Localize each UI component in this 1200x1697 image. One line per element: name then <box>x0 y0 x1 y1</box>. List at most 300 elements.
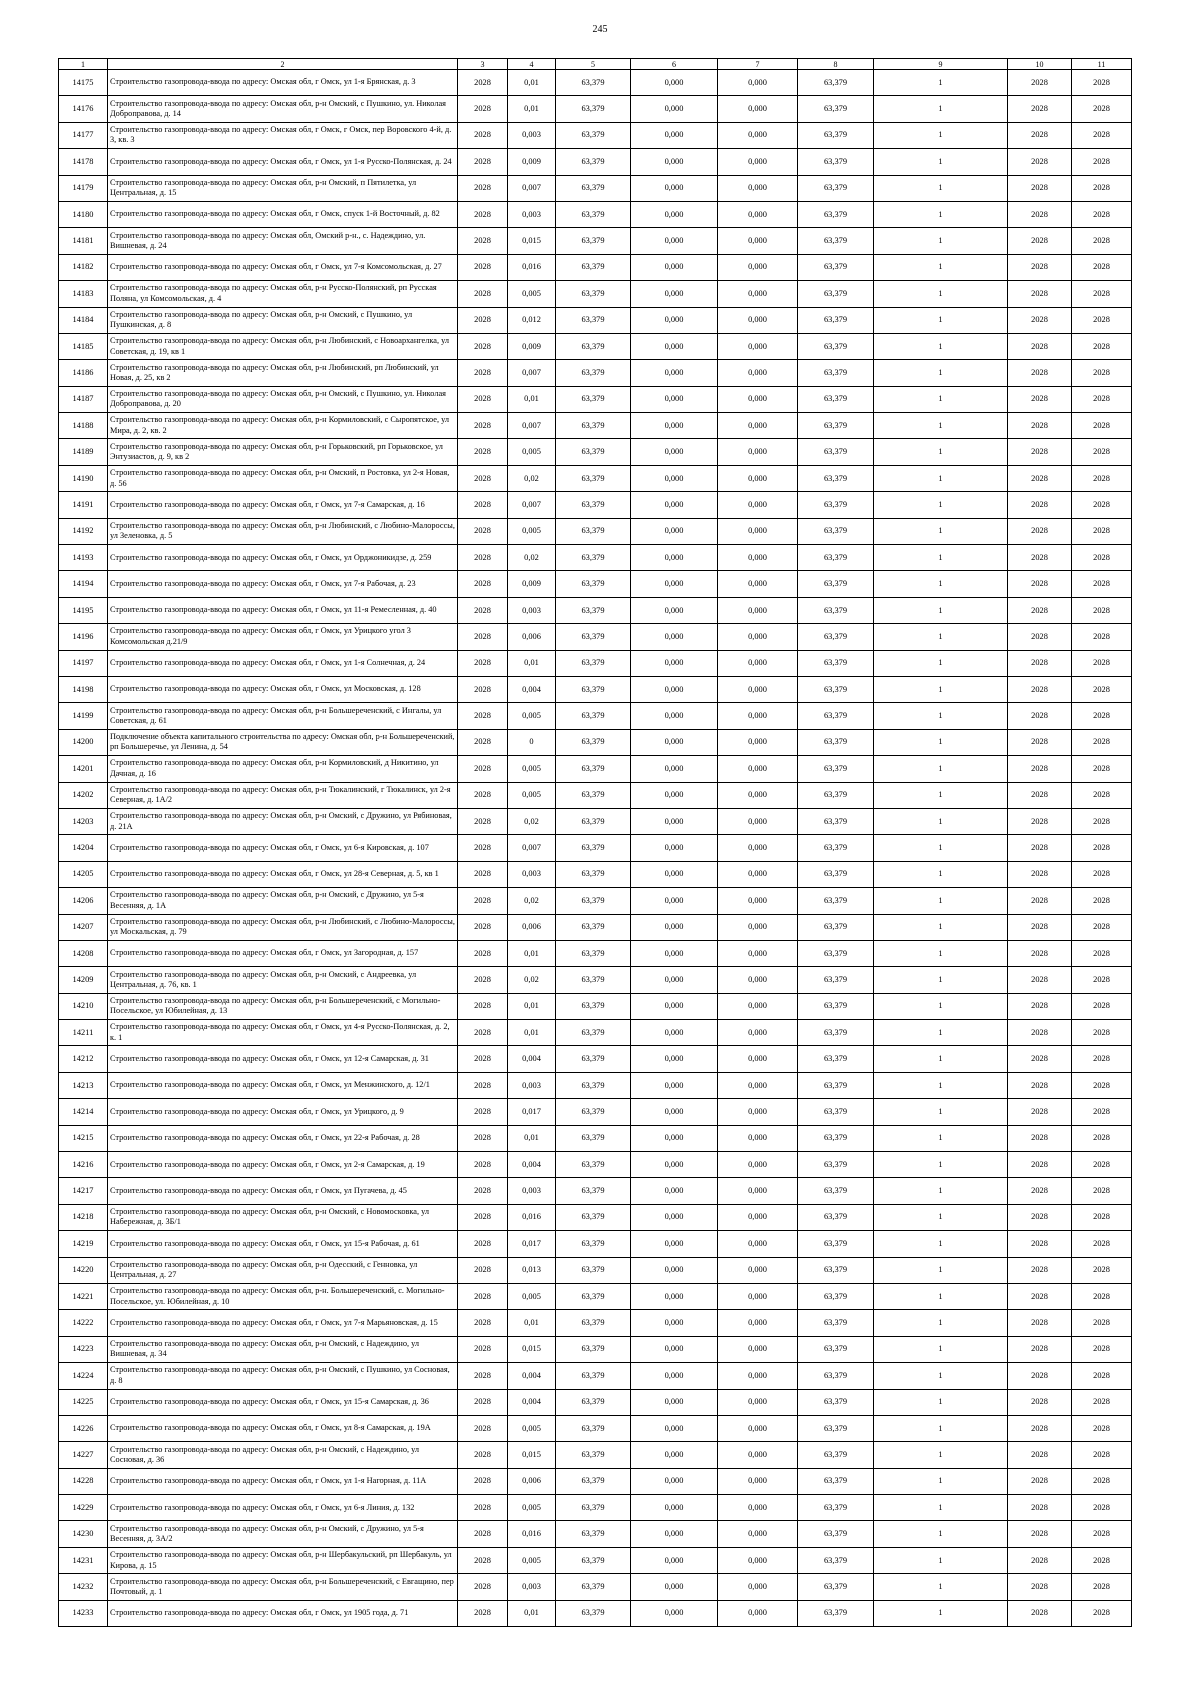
end-year-cell: 2028 <box>1072 1415 1132 1441</box>
start-year-cell: 2028 <box>1008 1178 1072 1204</box>
description-cell: Строительство газопровода-ввода по адресу: Омская обл, р-н Большереченский, с Евгащино, пер Почтовый, д. 1 <box>108 1574 458 1600</box>
row-number-cell: 14198 <box>59 676 108 702</box>
row-number-cell: 14179 <box>59 175 108 201</box>
description-cell: Строительство газопровода-ввода по адресу: Омская обл, р-н. Большереченский, с. Могильно-Посельское, ул. Юбилейная, д. 10 <box>108 1283 458 1309</box>
value-cell-9: 1 <box>874 281 1008 307</box>
value-cell-5: 63,379 <box>556 1204 631 1230</box>
row-number-cell: 14229 <box>59 1495 108 1521</box>
row-number-cell: 14189 <box>59 439 108 465</box>
start-year-cell: 2028 <box>1008 254 1072 280</box>
value-cell-9: 1 <box>874 122 1008 148</box>
table-row <box>59 1415 1132 1441</box>
value-cell-6: 0,000 <box>631 782 718 808</box>
length-cell: 0,02 <box>508 808 556 834</box>
value-cell-8: 63,379 <box>798 940 874 966</box>
end-year-cell: 2028 <box>1072 254 1132 280</box>
value-cell-8: 63,379 <box>798 1125 874 1151</box>
value-cell-8: 63,379 <box>798 545 874 571</box>
value-cell-7: 0,000 <box>718 861 798 887</box>
year-cell: 2028 <box>458 676 508 702</box>
start-year-cell: 2028 <box>1008 1574 1072 1600</box>
start-year-cell: 2028 <box>1008 703 1072 729</box>
value-cell-8: 63,379 <box>798 1152 874 1178</box>
description-cell: Строительство газопровода-ввода по адресу: Омская обл, р-н Большереченский, с Ингалы, ул Советская, д. 61 <box>108 703 458 729</box>
start-year-cell: 2028 <box>1008 1072 1072 1098</box>
value-cell-7: 0,000 <box>718 1020 798 1046</box>
year-cell: 2028 <box>458 1283 508 1309</box>
end-year-cell: 2028 <box>1072 1389 1132 1415</box>
value-cell-5: 63,379 <box>556 1468 631 1494</box>
value-cell-6: 0,000 <box>631 1468 718 1494</box>
year-cell: 2028 <box>458 1521 508 1547</box>
start-year-cell: 2028 <box>1008 888 1072 914</box>
value-cell-8: 63,379 <box>798 413 874 439</box>
end-year-cell: 2028 <box>1072 1336 1132 1362</box>
description-cell: Строительство газопровода-ввода по адресу: Омская обл, р-н Большереченский, с Могильно-Посельское, ул Юбилейная, д. 13 <box>108 993 458 1019</box>
value-cell-9: 1 <box>874 228 1008 254</box>
value-cell-5: 63,379 <box>556 1495 631 1521</box>
end-year-cell: 2028 <box>1072 1468 1132 1494</box>
value-cell-6: 0,000 <box>631 228 718 254</box>
start-year-cell: 2028 <box>1008 1020 1072 1046</box>
value-cell-9: 1 <box>874 413 1008 439</box>
end-year-cell: 2028 <box>1072 201 1132 227</box>
length-cell: 0,009 <box>508 333 556 359</box>
value-cell-7: 0,000 <box>718 1204 798 1230</box>
description-cell: Строительство газопровода-ввода по адресу: Омская обл, р-н Любинский, рп Любинский, ул Новая, д. 25, кв 2 <box>108 360 458 386</box>
length-cell: 0,016 <box>508 1521 556 1547</box>
value-cell-7: 0,000 <box>718 597 798 623</box>
table-row <box>59 1442 1132 1468</box>
description-cell: Строительство газопровода-ввода по адресу: Омская обл, р-н Одесский, с Генновка, ул Центральная, д. 27 <box>108 1257 458 1283</box>
year-cell: 2028 <box>458 1072 508 1098</box>
value-cell-9: 1 <box>874 1468 1008 1494</box>
year-cell: 2028 <box>458 1442 508 1468</box>
year-cell: 2028 <box>458 782 508 808</box>
row-number-cell: 14199 <box>59 703 108 729</box>
value-cell-8: 63,379 <box>798 518 874 544</box>
year-cell: 2028 <box>458 1046 508 1072</box>
description-cell: Строительство газопровода-ввода по адресу: Омская обл, р-н Омский, с Дружино, ул Рябиновая, д. 21А <box>108 808 458 834</box>
end-year-cell: 2028 <box>1072 228 1132 254</box>
value-cell-7: 0,000 <box>718 703 798 729</box>
value-cell-5: 63,379 <box>556 1442 631 1468</box>
year-cell: 2028 <box>458 492 508 518</box>
value-cell-8: 63,379 <box>798 1363 874 1389</box>
value-cell-7: 0,000 <box>718 782 798 808</box>
value-cell-8: 63,379 <box>798 386 874 412</box>
start-year-cell: 2028 <box>1008 650 1072 676</box>
value-cell-8: 63,379 <box>798 1283 874 1309</box>
value-cell-8: 63,379 <box>798 1204 874 1230</box>
value-cell-8: 63,379 <box>798 676 874 702</box>
table-row <box>59 650 1132 676</box>
end-year-cell: 2028 <box>1072 413 1132 439</box>
year-cell: 2028 <box>458 1363 508 1389</box>
length-cell: 0,005 <box>508 703 556 729</box>
value-cell-6: 0,000 <box>631 1310 718 1336</box>
year-cell: 2028 <box>458 729 508 755</box>
length-cell: 0,004 <box>508 1152 556 1178</box>
value-cell-8: 63,379 <box>798 149 874 175</box>
length-cell: 0,01 <box>508 993 556 1019</box>
value-cell-7: 0,000 <box>718 1046 798 1072</box>
page-number: 245 <box>592 24 608 35</box>
description-cell: Строительство газопровода-ввода по адресу: Омская обл, г Омск, ул 1-я Солнечная, д. 24 <box>108 650 458 676</box>
value-cell-8: 63,379 <box>798 967 874 993</box>
table-row <box>59 1231 1132 1257</box>
end-year-cell: 2028 <box>1072 756 1132 782</box>
value-cell-8: 63,379 <box>798 1072 874 1098</box>
length-cell: 0,004 <box>508 1363 556 1389</box>
description-cell: Строительство газопровода-ввода по адресу: Омская обл, г Омск, ул 1-я Брянская, д. 3 <box>108 70 458 96</box>
value-cell-7: 0,000 <box>718 1521 798 1547</box>
description-cell: Строительство газопровода-ввода по адресу: Омская обл, г Омск, ул Урицкого угол 3 Комсомольская д.21/9 <box>108 624 458 650</box>
value-cell-6: 0,000 <box>631 360 718 386</box>
value-cell-5: 63,379 <box>556 782 631 808</box>
value-cell-8: 63,379 <box>798 1574 874 1600</box>
value-cell-7: 0,000 <box>718 281 798 307</box>
start-year-cell: 2028 <box>1008 492 1072 518</box>
table-row <box>59 597 1132 623</box>
value-cell-9: 1 <box>874 1099 1008 1125</box>
table-row <box>59 122 1132 148</box>
description-cell: Строительство газопровода-ввода по адресу: Омская обл, г Омск, ул 7-я Марьяновская, д. 15 <box>108 1310 458 1336</box>
value-cell-8: 63,379 <box>798 888 874 914</box>
value-cell-5: 63,379 <box>556 70 631 96</box>
length-cell: 0,016 <box>508 254 556 280</box>
row-number-cell: 14230 <box>59 1521 108 1547</box>
description-cell: Строительство газопровода-ввода по адресу: Омская обл, р-н Омский, с Дружино, ул 5-я Весенняя, д. 3А/2 <box>108 1521 458 1547</box>
table-row <box>59 1468 1132 1494</box>
start-year-cell: 2028 <box>1008 1363 1072 1389</box>
value-cell-8: 63,379 <box>798 439 874 465</box>
value-cell-6: 0,000 <box>631 1257 718 1283</box>
end-year-cell: 2028 <box>1072 1046 1132 1072</box>
end-year-cell: 2028 <box>1072 967 1132 993</box>
value-cell-6: 0,000 <box>631 1125 718 1151</box>
description-cell: Строительство газопровода-ввода по адресу: Омская обл, р-н Омский, п Ростовка, ул 2-я Новая, д. 56 <box>108 465 458 491</box>
year-cell: 2028 <box>458 808 508 834</box>
value-cell-7: 0,000 <box>718 650 798 676</box>
value-cell-8: 63,379 <box>798 307 874 333</box>
row-number-cell: 14178 <box>59 149 108 175</box>
value-cell-6: 0,000 <box>631 1178 718 1204</box>
year-cell: 2028 <box>458 175 508 201</box>
value-cell-6: 0,000 <box>631 492 718 518</box>
end-year-cell: 2028 <box>1072 1204 1132 1230</box>
table-row <box>59 1072 1132 1098</box>
table-row <box>59 1310 1132 1336</box>
end-year-cell: 2028 <box>1072 940 1132 966</box>
year-cell: 2028 <box>458 386 508 412</box>
end-year-cell: 2028 <box>1072 492 1132 518</box>
description-cell: Строительство газопровода-ввода по адресу: Омская обл, г Омск, ул 22-я Рабочая, д. 28 <box>108 1125 458 1151</box>
row-number-cell: 14225 <box>59 1389 108 1415</box>
start-year-cell: 2028 <box>1008 122 1072 148</box>
description-cell: Строительство газопровода-ввода по адресу: Омская обл, р-н Омский, с Надеждино, ул Вишневая, д. 34 <box>108 1336 458 1362</box>
value-cell-7: 0,000 <box>718 386 798 412</box>
end-year-cell: 2028 <box>1072 1310 1132 1336</box>
length-cell: 0,01 <box>508 96 556 122</box>
value-cell-7: 0,000 <box>718 1152 798 1178</box>
row-number-cell: 14221 <box>59 1283 108 1309</box>
year-cell: 2028 <box>458 888 508 914</box>
value-cell-6: 0,000 <box>631 1495 718 1521</box>
value-cell-5: 63,379 <box>556 1178 631 1204</box>
end-year-cell: 2028 <box>1072 1547 1132 1573</box>
start-year-cell: 2028 <box>1008 676 1072 702</box>
description-cell: Строительство газопровода-ввода по адресу: Омская обл, р-н Русско-Полянский, рп Русская Поляна, ул Комсомольская, д. 4 <box>108 281 458 307</box>
description-cell: Строительство газопровода-ввода по адресу: Омская обл, р-н Омский, с Пушкино, ул. Николая Доброправова, д. 20 <box>108 386 458 412</box>
year-cell: 2028 <box>458 624 508 650</box>
value-cell-8: 63,379 <box>798 1336 874 1362</box>
column-header: 5 <box>556 59 631 70</box>
year-cell: 2028 <box>458 96 508 122</box>
column-number-header-row <box>59 59 1132 70</box>
value-cell-8: 63,379 <box>798 360 874 386</box>
value-cell-6: 0,000 <box>631 756 718 782</box>
value-cell-8: 63,379 <box>798 1310 874 1336</box>
value-cell-7: 0,000 <box>718 1178 798 1204</box>
end-year-cell: 2028 <box>1072 782 1132 808</box>
value-cell-5: 63,379 <box>556 1389 631 1415</box>
value-cell-6: 0,000 <box>631 1574 718 1600</box>
end-year-cell: 2028 <box>1072 333 1132 359</box>
value-cell-9: 1 <box>874 650 1008 676</box>
end-year-cell: 2028 <box>1072 149 1132 175</box>
value-cell-7: 0,000 <box>718 940 798 966</box>
value-cell-5: 63,379 <box>556 703 631 729</box>
table-row <box>59 439 1132 465</box>
value-cell-7: 0,000 <box>718 307 798 333</box>
length-cell: 0,005 <box>508 756 556 782</box>
value-cell-5: 63,379 <box>556 1072 631 1098</box>
value-cell-5: 63,379 <box>556 1152 631 1178</box>
description-cell: Строительство газопровода-ввода по адресу: Омская обл, г Омск, ул 8-я Самарская, д. 19А <box>108 1415 458 1441</box>
table-row <box>59 808 1132 834</box>
value-cell-7: 0,000 <box>718 149 798 175</box>
row-number-cell: 14206 <box>59 888 108 914</box>
value-cell-8: 63,379 <box>798 1178 874 1204</box>
value-cell-6: 0,000 <box>631 1204 718 1230</box>
table-row <box>59 386 1132 412</box>
value-cell-5: 63,379 <box>556 1547 631 1573</box>
value-cell-6: 0,000 <box>631 1442 718 1468</box>
start-year-cell: 2028 <box>1008 756 1072 782</box>
description-cell: Строительство газопровода-ввода по адресу: Омская обл, г Омск, ул 11-я Ремесленная, д. 40 <box>108 597 458 623</box>
table-row <box>59 729 1132 755</box>
year-cell: 2028 <box>458 1178 508 1204</box>
value-cell-8: 63,379 <box>798 1547 874 1573</box>
value-cell-7: 0,000 <box>718 914 798 940</box>
end-year-cell: 2028 <box>1072 676 1132 702</box>
length-cell: 0,017 <box>508 1099 556 1125</box>
row-number-cell: 14184 <box>59 307 108 333</box>
row-number-cell: 14201 <box>59 756 108 782</box>
column-header: 9 <box>874 59 1008 70</box>
value-cell-9: 1 <box>874 1231 1008 1257</box>
value-cell-6: 0,000 <box>631 597 718 623</box>
value-cell-9: 1 <box>874 571 1008 597</box>
start-year-cell: 2028 <box>1008 1336 1072 1362</box>
end-year-cell: 2028 <box>1072 729 1132 755</box>
start-year-cell: 2028 <box>1008 439 1072 465</box>
table-row <box>59 1125 1132 1151</box>
value-cell-8: 63,379 <box>798 703 874 729</box>
value-cell-8: 63,379 <box>798 782 874 808</box>
row-number-cell: 14219 <box>59 1231 108 1257</box>
value-cell-6: 0,000 <box>631 940 718 966</box>
value-cell-7: 0,000 <box>718 439 798 465</box>
value-cell-9: 1 <box>874 1442 1008 1468</box>
value-cell-6: 0,000 <box>631 571 718 597</box>
end-year-cell: 2028 <box>1072 703 1132 729</box>
value-cell-5: 63,379 <box>556 914 631 940</box>
year-cell: 2028 <box>458 1389 508 1415</box>
description-cell: Строительство газопровода-ввода по адресу: Омская обл, р-н Любинский, с Любино-Малороссы, ул Зеленовка, д. 5 <box>108 518 458 544</box>
start-year-cell: 2028 <box>1008 1468 1072 1494</box>
start-year-cell: 2028 <box>1008 333 1072 359</box>
start-year-cell: 2028 <box>1008 307 1072 333</box>
length-cell: 0,003 <box>508 597 556 623</box>
description-cell: Строительство газопровода-ввода по адресу: Омская обл, р-н Омский, с Пушкино, ул Пушкинская, д. 8 <box>108 307 458 333</box>
value-cell-9: 1 <box>874 1363 1008 1389</box>
value-cell-8: 63,379 <box>798 597 874 623</box>
year-cell: 2028 <box>458 967 508 993</box>
value-cell-8: 63,379 <box>798 650 874 676</box>
value-cell-5: 63,379 <box>556 835 631 861</box>
length-cell: 0,005 <box>508 1547 556 1573</box>
value-cell-9: 1 <box>874 861 1008 887</box>
year-cell: 2028 <box>458 1152 508 1178</box>
value-cell-9: 1 <box>874 888 1008 914</box>
table-row <box>59 201 1132 227</box>
start-year-cell: 2028 <box>1008 201 1072 227</box>
year-cell: 2028 <box>458 360 508 386</box>
value-cell-9: 1 <box>874 1152 1008 1178</box>
value-cell-7: 0,000 <box>718 1283 798 1309</box>
value-cell-8: 63,379 <box>798 70 874 96</box>
year-cell: 2028 <box>458 1204 508 1230</box>
table-row <box>59 492 1132 518</box>
length-cell: 0,01 <box>508 70 556 96</box>
table-row <box>59 175 1132 201</box>
year-cell: 2028 <box>458 571 508 597</box>
table-row <box>59 1495 1132 1521</box>
value-cell-6: 0,000 <box>631 333 718 359</box>
value-cell-8: 63,379 <box>798 492 874 518</box>
value-cell-7: 0,000 <box>718 333 798 359</box>
row-number-cell: 14212 <box>59 1046 108 1072</box>
end-year-cell: 2028 <box>1072 597 1132 623</box>
value-cell-9: 1 <box>874 360 1008 386</box>
column-header: 6 <box>631 59 718 70</box>
value-cell-5: 63,379 <box>556 571 631 597</box>
end-year-cell: 2028 <box>1072 96 1132 122</box>
end-year-cell: 2028 <box>1072 624 1132 650</box>
end-year-cell: 2028 <box>1072 1574 1132 1600</box>
value-cell-5: 63,379 <box>556 201 631 227</box>
row-number-cell: 14192 <box>59 518 108 544</box>
row-number-cell: 14224 <box>59 1363 108 1389</box>
start-year-cell: 2028 <box>1008 914 1072 940</box>
start-year-cell: 2028 <box>1008 835 1072 861</box>
end-year-cell: 2028 <box>1072 1495 1132 1521</box>
value-cell-9: 1 <box>874 1389 1008 1415</box>
year-cell: 2028 <box>458 465 508 491</box>
value-cell-8: 63,379 <box>798 1442 874 1468</box>
start-year-cell: 2028 <box>1008 175 1072 201</box>
row-number-cell: 14208 <box>59 940 108 966</box>
value-cell-9: 1 <box>874 676 1008 702</box>
value-cell-9: 1 <box>874 1547 1008 1573</box>
end-year-cell: 2028 <box>1072 518 1132 544</box>
value-cell-5: 63,379 <box>556 676 631 702</box>
row-number-cell: 14232 <box>59 1574 108 1600</box>
table-row <box>59 703 1132 729</box>
description-cell: Строительство газопровода-ввода по адресу: Омская обл, р-н Кормиловский, д Никитино, ул Дачная, д. 16 <box>108 756 458 782</box>
value-cell-5: 63,379 <box>556 228 631 254</box>
value-cell-9: 1 <box>874 1204 1008 1230</box>
row-number-cell: 14227 <box>59 1442 108 1468</box>
row-number-cell: 14226 <box>59 1415 108 1441</box>
year-cell: 2028 <box>458 1574 508 1600</box>
length-cell: 0,017 <box>508 1231 556 1257</box>
year-cell: 2028 <box>458 1099 508 1125</box>
value-cell-5: 63,379 <box>556 1231 631 1257</box>
value-cell-8: 63,379 <box>798 333 874 359</box>
value-cell-6: 0,000 <box>631 888 718 914</box>
end-year-cell: 2028 <box>1072 1600 1132 1626</box>
value-cell-9: 1 <box>874 333 1008 359</box>
value-cell-5: 63,379 <box>556 1283 631 1309</box>
end-year-cell: 2028 <box>1072 914 1132 940</box>
table-row <box>59 1336 1132 1362</box>
table-row <box>59 465 1132 491</box>
table-row <box>59 70 1132 96</box>
row-number-cell: 14177 <box>59 122 108 148</box>
description-cell: Строительство газопровода-ввода по адресу: Омская обл, г Омск, ул 6-я Кировская, д. 107 <box>108 835 458 861</box>
row-number-cell: 14182 <box>59 254 108 280</box>
value-cell-7: 0,000 <box>718 1600 798 1626</box>
value-cell-5: 63,379 <box>556 1363 631 1389</box>
value-cell-6: 0,000 <box>631 307 718 333</box>
value-cell-5: 63,379 <box>556 149 631 175</box>
value-cell-9: 1 <box>874 307 1008 333</box>
table-row <box>59 1363 1132 1389</box>
value-cell-7: 0,000 <box>718 122 798 148</box>
value-cell-8: 63,379 <box>798 281 874 307</box>
length-cell: 0,007 <box>508 492 556 518</box>
value-cell-7: 0,000 <box>718 228 798 254</box>
value-cell-7: 0,000 <box>718 808 798 834</box>
row-number-cell: 14216 <box>59 1152 108 1178</box>
row-number-cell: 14207 <box>59 914 108 940</box>
start-year-cell: 2028 <box>1008 1152 1072 1178</box>
year-cell: 2028 <box>458 333 508 359</box>
value-cell-8: 63,379 <box>798 1020 874 1046</box>
description-cell: Строительство газопровода-ввода по адресу: Омская обл, р-н Омский, с Новомосковка, ул Набережная, д. 3Б/1 <box>108 1204 458 1230</box>
value-cell-9: 1 <box>874 1283 1008 1309</box>
year-cell: 2028 <box>458 201 508 227</box>
value-cell-8: 63,379 <box>798 756 874 782</box>
table-row <box>59 967 1132 993</box>
value-cell-9: 1 <box>874 624 1008 650</box>
value-cell-7: 0,000 <box>718 967 798 993</box>
row-number-cell: 14209 <box>59 967 108 993</box>
value-cell-6: 0,000 <box>631 1521 718 1547</box>
